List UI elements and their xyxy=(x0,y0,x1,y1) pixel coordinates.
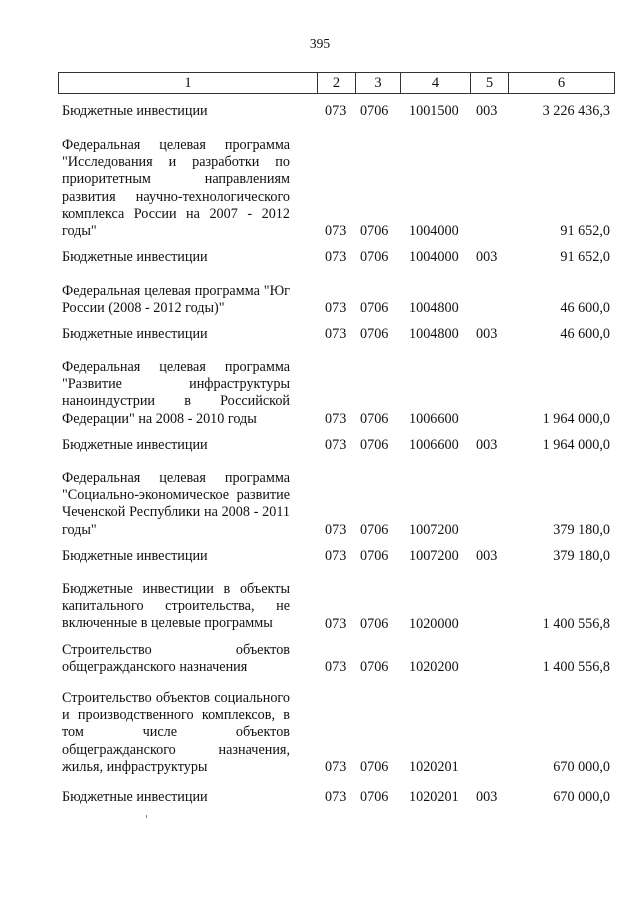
section-code: 0706 xyxy=(360,249,389,266)
expense-type-code: 003 xyxy=(476,326,498,343)
expense-type-code: 003 xyxy=(476,437,498,454)
table-row xyxy=(62,690,612,776)
description-line: том числе объектов xyxy=(62,724,290,741)
description-line: Федеральная целевая программа "Юг xyxy=(62,283,290,299)
row-values xyxy=(62,411,612,428)
description-line: и производственного комплексов, в xyxy=(62,707,290,724)
amount: 91 652,0 xyxy=(560,223,610,240)
section-code: 0706 xyxy=(360,789,389,806)
ministry-code: 073 xyxy=(325,437,347,454)
table-row xyxy=(62,249,612,266)
description-line: капитального строительства, не xyxy=(62,598,290,615)
description-line: жилья, инфраструктуры xyxy=(62,758,208,775)
description-line: "Социально-экономическое развитие xyxy=(62,487,290,504)
amount: 379 180,0 xyxy=(553,548,610,565)
ministry-code: 073 xyxy=(325,789,347,806)
ministry-code: 073 xyxy=(325,548,347,565)
row-values xyxy=(62,759,612,776)
description-line: годы" xyxy=(62,521,97,538)
description-line: годы" xyxy=(62,223,97,240)
description-line: "Развитие инфраструктуры xyxy=(62,376,290,393)
description-line: Строительство объектов xyxy=(62,642,290,658)
row-values xyxy=(62,548,612,565)
target-article-code: 1007200 xyxy=(409,548,459,565)
amount: 46 600,0 xyxy=(560,300,610,317)
header-col-2: 2 xyxy=(318,73,356,93)
table-row xyxy=(62,283,612,317)
target-article-code: 1004000 xyxy=(409,223,459,240)
section-code: 0706 xyxy=(360,410,389,427)
ministry-code: 073 xyxy=(325,759,347,776)
amount: 3 226 436,3 xyxy=(542,103,610,120)
section-code: 0706 xyxy=(360,521,389,538)
expense-type-code: 003 xyxy=(476,103,498,120)
page-number: 395 xyxy=(309,36,331,51)
description-line: общегражданского назначения, xyxy=(62,741,290,758)
header-col-6: 6 xyxy=(557,75,566,91)
ministry-code: 073 xyxy=(325,249,347,266)
row-values xyxy=(62,659,612,676)
expense-type-code: 003 xyxy=(476,249,498,266)
row-values xyxy=(62,522,612,539)
section-code: 0706 xyxy=(360,103,389,120)
description-line: комплекса России на 2007 - 2012 xyxy=(62,205,290,222)
table-row xyxy=(62,642,612,676)
target-article-code: 1004000 xyxy=(409,249,459,266)
description-line: Федерации" на 2008 - 2010 годы xyxy=(62,410,257,427)
ministry-code: 073 xyxy=(325,326,347,343)
amount: 1 400 556,8 xyxy=(542,659,610,676)
target-article-code: 1020201 xyxy=(409,789,459,806)
row-values xyxy=(62,789,612,806)
row-values xyxy=(62,103,612,120)
description-line: Федеральная целевая программа xyxy=(62,137,290,153)
target-article-code: 1004800 xyxy=(409,300,459,317)
expense-type-code: 003 xyxy=(476,548,498,565)
section-code: 0706 xyxy=(360,437,389,454)
description-line: Бюджетные инвестиции xyxy=(62,789,208,805)
target-article-code: 1001500 xyxy=(409,103,459,120)
section-code: 0706 xyxy=(360,326,389,343)
description-line: Чеченской Республики на 2008 - 2011 xyxy=(62,504,290,521)
description-line: наноиндустрии в Российской xyxy=(62,393,290,410)
header-col-5: 5 xyxy=(471,73,509,93)
table-row xyxy=(62,326,612,343)
table-header xyxy=(58,72,615,94)
table-row xyxy=(62,103,612,120)
section-code: 0706 xyxy=(360,659,389,676)
amount: 379 180,0 xyxy=(553,521,610,538)
description-line: Строительство объектов социального xyxy=(62,690,290,706)
description-line: Бюджетные инвестиции xyxy=(62,437,208,453)
description-line: Федеральная целевая программа xyxy=(62,359,290,375)
header-col-4: 4 xyxy=(401,73,471,93)
target-article-code: 1004800 xyxy=(409,326,459,343)
amount: 1 964 000,0 xyxy=(542,437,610,454)
description-line: России (2008 - 2012 годы)" xyxy=(62,300,225,317)
row-values xyxy=(62,249,612,266)
section-code: 0706 xyxy=(360,300,389,317)
ministry-code: 073 xyxy=(325,223,347,240)
ministry-code: 073 xyxy=(325,300,347,317)
row-values xyxy=(62,437,612,454)
description-line: Бюджетные инвестиции в объекты xyxy=(62,581,290,597)
description-line: развития научно-технологического xyxy=(62,188,290,205)
table-row xyxy=(62,137,612,240)
header-col-1: 1 xyxy=(59,73,318,93)
section-code: 0706 xyxy=(360,223,389,240)
table-row xyxy=(62,789,612,806)
ministry-code: 073 xyxy=(325,659,347,676)
amount: 91 652,0 xyxy=(560,249,610,266)
header-col-3: 3 xyxy=(356,73,401,93)
table-row xyxy=(62,470,612,539)
target-article-code: 1006600 xyxy=(409,437,459,454)
description-line: "Исследования и разработки по xyxy=(62,154,290,171)
section-code: 0706 xyxy=(360,548,389,565)
description-line: общегражданского назначения xyxy=(62,659,248,676)
target-article-code: 1007200 xyxy=(409,521,459,538)
expense-type-code: 003 xyxy=(476,789,498,806)
amount: 1 964 000,0 xyxy=(542,410,610,427)
description-line: включенные в целевые программы xyxy=(62,615,273,632)
amount: 46 600,0 xyxy=(560,326,610,343)
table-row xyxy=(62,437,612,454)
description-line: Бюджетные инвестиции xyxy=(62,103,208,119)
row-values xyxy=(62,300,612,317)
description-line: Бюджетные инвестиции xyxy=(62,326,208,342)
section-code: 0706 xyxy=(360,759,389,776)
table-row xyxy=(62,548,612,565)
ministry-code: 073 xyxy=(325,615,347,632)
target-article-code: 1006600 xyxy=(409,410,459,427)
description-line: Бюджетные инвестиции xyxy=(62,548,208,564)
ministry-code: 073 xyxy=(325,521,347,538)
row-values xyxy=(62,223,612,240)
amount: 670 000,0 xyxy=(553,759,610,776)
row-values xyxy=(62,616,612,633)
amount: 1 400 556,8 xyxy=(542,615,610,632)
target-article-code: 1020000 xyxy=(409,615,459,632)
ministry-code: 073 xyxy=(325,103,347,120)
ministry-code: 073 xyxy=(325,410,347,427)
table-row xyxy=(62,581,612,633)
target-article-code: 1020201 xyxy=(409,759,459,776)
row-values xyxy=(62,326,612,343)
description-line: Федеральная целевая программа xyxy=(62,470,290,486)
description-line: Бюджетные инвестиции xyxy=(62,249,208,265)
scan-artifact xyxy=(146,815,147,818)
table-row xyxy=(62,359,612,428)
description-line: приоритетным направлениям xyxy=(62,171,290,188)
section-code: 0706 xyxy=(360,615,389,632)
amount: 670 000,0 xyxy=(553,789,610,806)
target-article-code: 1020200 xyxy=(409,659,459,676)
